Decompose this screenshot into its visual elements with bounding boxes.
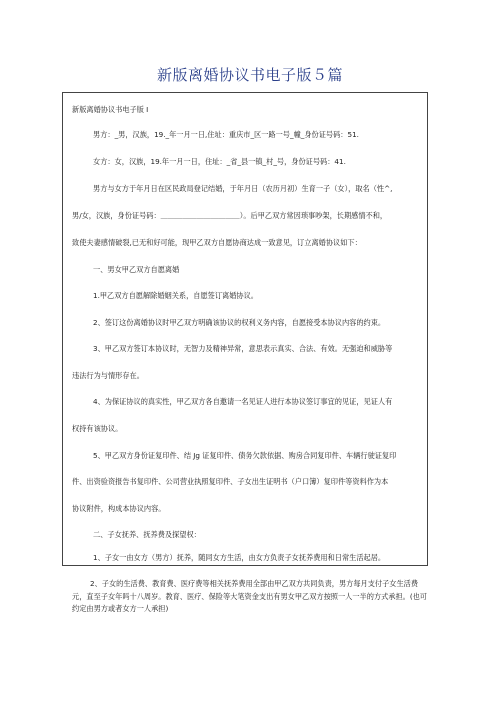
doc-line: 4、为保证协议的真实性，甲乙双方各自邀请一名见证人进行本协议签订事宜的见证，见证人有 [93, 397, 393, 406]
doc-line: 3、甲乙双方签订本协议时，无智力及精神异常，意思表示真实、合法、有效。无强迫和威胁等 [93, 344, 393, 353]
doc-line: 权持有该协议。 [72, 424, 123, 433]
page-title: 新版离婚协议书电子版５篇 [156, 66, 343, 84]
doc-line: 2、签订这份离婚协议时甲乙双方明确该协议的权利义务内容，自愿接受本协议内容的约束。 [93, 318, 386, 327]
doc-line: 5、甲乙双方身份证复印件、结 Jg 证复印件、债务欠款依据、购房合同复印件、车辆行驶证复印 [93, 451, 397, 460]
doc-heading: 新版离婚协议书电子版 I [72, 105, 149, 114]
doc-line: 男方：_男，汉族，19._年一月一日,住址：重庆市_区一路一号_幢_身份证号码：51. [93, 130, 359, 139]
doc-line: 男/女，汉族，身份证号码：＿＿＿＿＿＿＿＿＿＿＿）。后甲乙双方常因琐事吵架，长期感情不和， [72, 211, 388, 220]
paragraph-after-box: 2、子女的生活费、教育费、医疗费等相关抚养费用全部由甲乙双方共同负责，男方每月支付子女生活费元，直至子女年吗十八周岁。教育、医疗、保险等大笔资金支出有男女甲乙双方按照一人一半的方式承担。(也可约定由男方或者女方一人承担) [72, 579, 427, 613]
doc-line: 件、出资验资报告书复印件、公司营业执照复印件、子女出生证明书（户口簿）复印件等资料作为本 [72, 477, 389, 486]
doc-line: 男方与女方于年月日在区民政局登记结婚，于年月日（农历月初）生育一子（女），取名（性^, [93, 184, 393, 193]
doc-section-heading: 二、子女抚养、抚养费及探望权： [93, 530, 201, 539]
doc-section-heading: 一、男女甲乙双方自愿离婚 [93, 265, 180, 274]
doc-line: 1、子女一由女方（男方）抚养，随同女方生活，由女方负责子女抚养费用和日常生活起居。 [93, 553, 386, 562]
doc-line: 致使夫妻感情破裂,已无和好可能，现甲乙双方自愿协商达成一致意见，订立离婚协议如下： [72, 238, 362, 247]
doc-line: 1.甲乙双方自愿解除婚姻关系，自愿签订离婚协议。 [93, 291, 258, 300]
doc-line: 协议附件，构成本协议内容。 [72, 504, 166, 513]
doc-line: 女方：女，汉族，19.年一月一日，住址：_省_县一镇_村_号，身份证号码：41. [93, 157, 346, 166]
doc-line: 违法行为与情形存在。 [72, 371, 144, 380]
document-box [62, 92, 428, 566]
